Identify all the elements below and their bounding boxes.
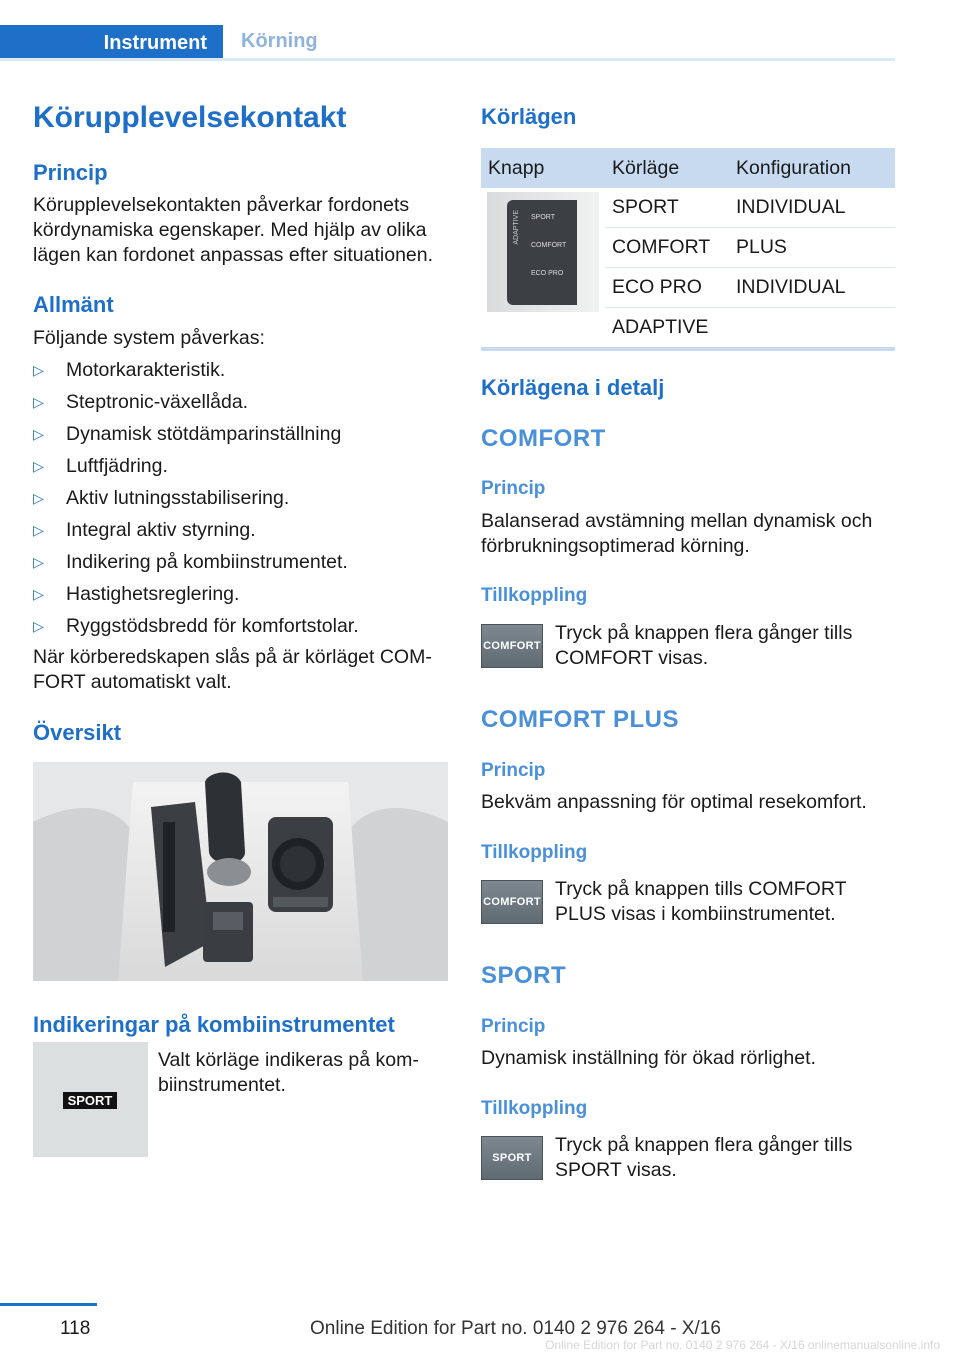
section-title-sport: SPORT bbox=[481, 962, 567, 989]
principle-text: Körupplevelsekontakten påverkar fordonets kördynamiska egenskaper. Med hjälp av olika lägen kan fordonet anpassas efter situationen. bbox=[33, 194, 434, 266]
adaptive-side-label: ADAPTIVE bbox=[513, 210, 520, 245]
panel-label-comfort: COMFORT bbox=[531, 242, 567, 249]
comfort-plus-activation-text: Tryck på knappen tills COMFORT PLUS visas i kombiinstrumentet. bbox=[555, 878, 847, 925]
tab-instrument[interactable]: Instrument bbox=[0, 25, 223, 61]
header-tabs bbox=[0, 25, 895, 61]
mode-button-image-cell bbox=[481, 188, 605, 347]
tab-korning[interactable]: Körning bbox=[241, 30, 318, 52]
table-cell-config: INDIVIDUAL bbox=[729, 188, 895, 228]
comfort-plus-button-icon: COMFORT bbox=[481, 880, 543, 924]
watermark: Online Edition for Part no. 0140 2 976 264 - X/16 onlinemanualsonline.info bbox=[545, 1338, 940, 1352]
table-cell-config: INDIVIDUAL bbox=[729, 268, 895, 308]
bullet-triangle-icon: ▷ bbox=[33, 362, 44, 378]
sport-principle-text: Dynamisk inställning för ökad rörlighet. bbox=[481, 1047, 816, 1069]
comfort-button-icon: COMFORT bbox=[481, 624, 543, 668]
affected-systems-list bbox=[33, 354, 448, 642]
bullet-triangle-icon: ▷ bbox=[33, 490, 44, 506]
bullet-triangle-icon: ▷ bbox=[33, 586, 44, 602]
list-item: ▷ Hastighetsreglering. bbox=[33, 578, 448, 610]
indications-heading: Indikeringar på kombiinstrumentet bbox=[33, 1012, 395, 1037]
table-cell-config bbox=[729, 308, 895, 348]
list-item: ▷ Aktiv lutningsstabilisering. bbox=[33, 482, 448, 514]
table-cell-mode: ADAPTIVE bbox=[612, 316, 709, 338]
general-heading: Allmänt bbox=[33, 292, 114, 317]
col-header-mode: Körläge bbox=[605, 148, 729, 188]
center-console-drawing bbox=[33, 762, 448, 981]
bullet-triangle-icon: ▷ bbox=[33, 458, 44, 474]
bullet-triangle-icon: ▷ bbox=[33, 522, 44, 538]
principle-heading: Princip bbox=[33, 160, 108, 185]
list-item: ▷ Steptronic-växellåda. bbox=[33, 386, 448, 418]
footer-rule bbox=[0, 1303, 97, 1306]
list-item: ▷ Motorkarakteristik. bbox=[33, 354, 448, 386]
bullet-triangle-icon: ▷ bbox=[33, 554, 44, 570]
table-cell-mode: COMFORT bbox=[605, 228, 729, 268]
header-divider bbox=[0, 58, 895, 61]
indications-text: Valt körläge indikeras på kom-biinstrumentet. bbox=[158, 1049, 419, 1096]
overview-heading: Översikt bbox=[33, 720, 122, 745]
sport-activation-text: Tryck på knappen flera gånger tills SPORT visas. bbox=[555, 1134, 853, 1181]
sport-button-icon: SPORT bbox=[481, 1136, 543, 1180]
table-cell-mode: SPORT bbox=[605, 188, 729, 228]
bullet-triangle-icon: ▷ bbox=[33, 394, 44, 410]
comfort-plus-principle-text: Bekväm anpassning för optimal resekomfort. bbox=[481, 791, 867, 813]
mode-buttons-image bbox=[487, 192, 599, 312]
sport-activation-heading: Tillkoppling bbox=[481, 1098, 588, 1119]
comfort-principle-text: Balanserad avstämning mellan dynamisk och förbrukningsoptimerad körning. bbox=[481, 510, 873, 557]
comfort-plus-activation-heading: Tillkoppling bbox=[481, 842, 588, 863]
section-title-comfort: COMFORT bbox=[481, 425, 606, 452]
general-intro: Följande system påverkas: bbox=[33, 327, 265, 349]
page-title: Körupplevelsekontakt bbox=[33, 101, 347, 134]
table-cell-mode: ECO PRO bbox=[605, 268, 729, 308]
list-item: ▷ Integral aktiv styrning. bbox=[33, 514, 448, 546]
table-cell-config: PLUS bbox=[729, 228, 895, 268]
list-item: ▷ Indikering på kombiinstrumentet. bbox=[33, 546, 448, 578]
list-item: ▷ Luftfjädring. bbox=[33, 450, 448, 482]
cluster-indicator-image bbox=[33, 1042, 148, 1157]
comfort-activation-heading: Tillkoppling bbox=[481, 585, 588, 606]
page-number: 118 bbox=[60, 1318, 91, 1339]
sport-principle-heading: Princip bbox=[481, 1016, 546, 1037]
sport-indicator-label: SPORT bbox=[63, 1092, 117, 1109]
col-header-button: Knapp bbox=[481, 148, 605, 188]
panel-label-eco-pro: ECO PRO bbox=[531, 270, 564, 277]
col-header-config: Konfiguration bbox=[729, 148, 895, 188]
bullet-triangle-icon: ▷ bbox=[33, 618, 44, 634]
center-console-image bbox=[33, 762, 448, 981]
comfort-activation-text: Tryck på knappen flera gånger tills COMFORT visas. bbox=[555, 622, 853, 669]
list-item: ▷ Ryggstödsbredd för komfortstolar. bbox=[33, 610, 448, 642]
modes-table bbox=[481, 148, 895, 347]
section-title-comfort-plus: COMFORT PLUS bbox=[481, 706, 679, 733]
table-row bbox=[481, 188, 895, 228]
list-item: ▷ Dynamisk stötdämparinställning bbox=[33, 418, 448, 450]
comfort-plus-principle-heading: Princip bbox=[481, 760, 546, 781]
edition-line: Online Edition for Part no. 0140 2 976 264 - X/16 bbox=[310, 1318, 721, 1339]
modes-heading: Körlägen bbox=[481, 104, 577, 129]
comfort-principle-heading: Princip bbox=[481, 478, 546, 499]
bullet-triangle-icon: ▷ bbox=[33, 426, 44, 442]
detail-heading: Körlägena i detalj bbox=[481, 375, 665, 400]
table-bottom-rule bbox=[481, 347, 895, 351]
general-note: När körberedskapen slås på är körläget COM-FORT automatiskt valt. bbox=[33, 646, 432, 693]
panel-label-sport: SPORT bbox=[531, 214, 555, 221]
